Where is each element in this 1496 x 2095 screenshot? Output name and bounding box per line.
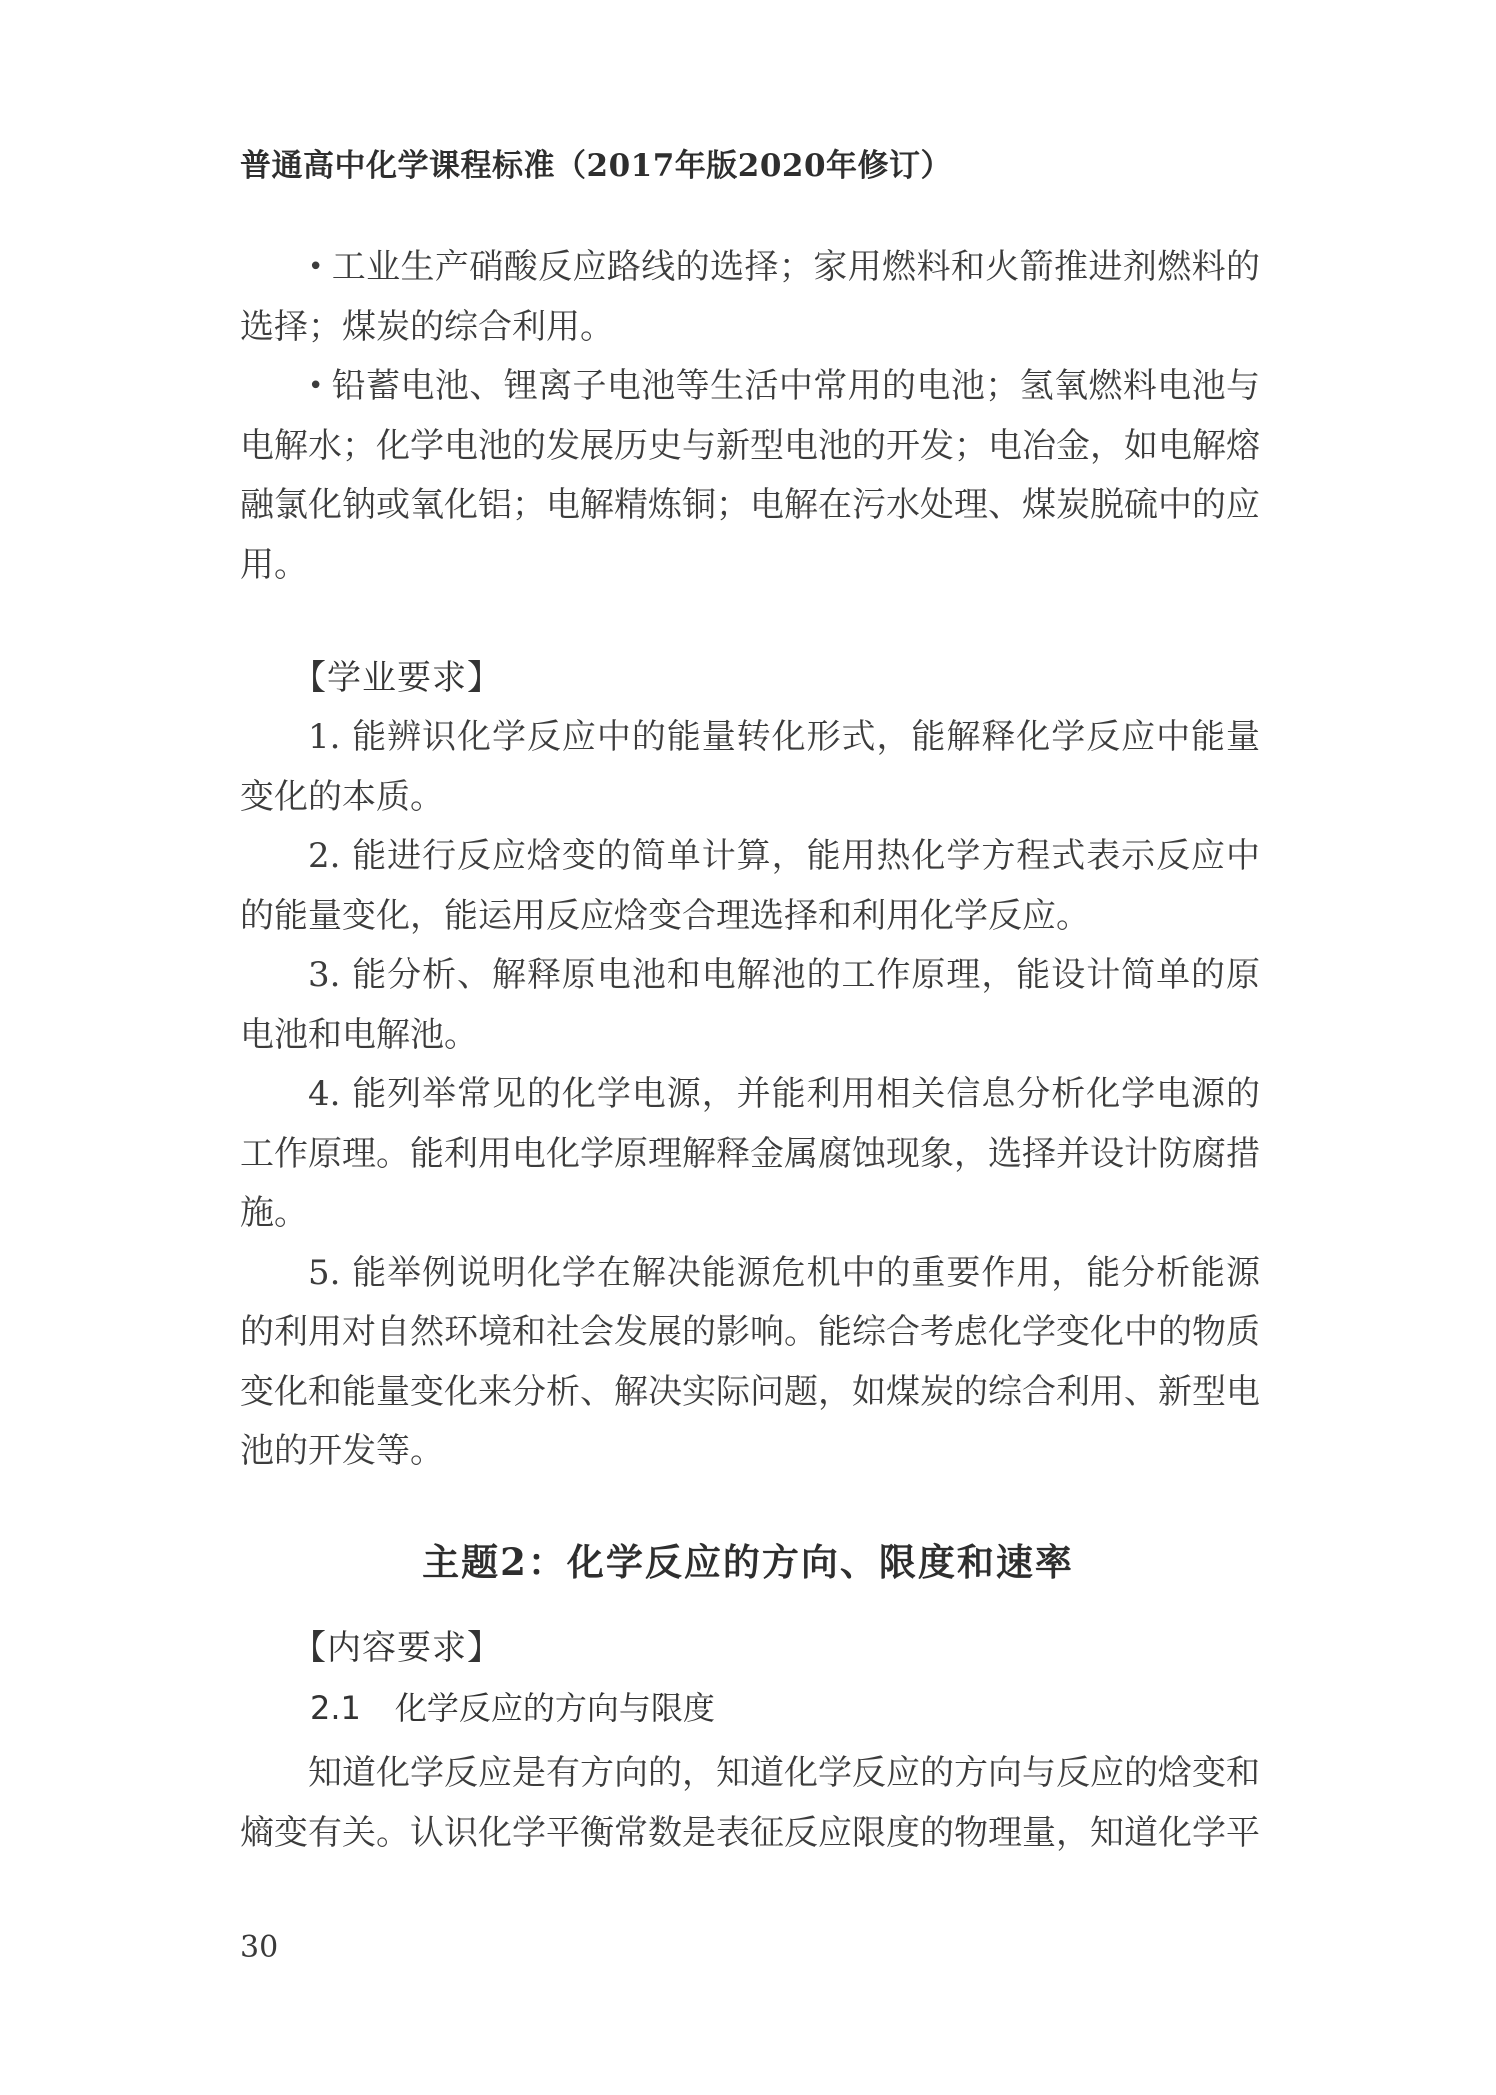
content-paragraph: 知道化学反应是有方向的，知道化学反应的方向与反应的焓变和熵变有关。认识化学平衡常数是表征反应限度的物理量，知道化学平 (240, 1753, 1260, 1853)
requirement-item: 4. 能列举常见的化学电源，并能利用相关信息分析化学电源的工作原理。能利用电化学原理解释金属腐蚀现象，选择并设计防腐措施。 (240, 1074, 1260, 1233)
page-number: 30 (240, 1930, 279, 1965)
requirement-item: 5. 能举例说明化学在解决能源危机中的重要作用，能分析能源的利用对自然环境和社会发展的影响。能综合考虑化学变化中的物质变化和能量变化来分析、解决实际问题，如煤炭的综合利用、新型电池的开发等。 (240, 1252, 1260, 1471)
bullet-list (240, 238, 1260, 595)
academic-requirements-label: 【学业要求】 (292, 658, 502, 698)
subsection-heading (240, 1678, 1260, 1738)
bullet-item (240, 238, 1260, 357)
subsection-title: 化学反应的方向与限度 (394, 1689, 715, 1727)
bullet-item (240, 357, 1260, 595)
requirement-item: 1. 能辨识化学反应中的能量转化形式，能解释化学反应中能量变化的本质。 (240, 717, 1260, 817)
topic-heading: 主题2：化学反应的方向、限度和速率 (422, 1540, 1074, 1584)
requirement-item: 2. 能进行反应焓变的简单计算，能用热化学方程式表示反应中的能量变化，能运用反应焓变合理选择和利用化学反应。 (240, 836, 1260, 936)
bullet-text: 铅蓄电池、锂离子电池等生活中常用的电池；氢氧燃料电池与电解水；化学电池的发展历史与新型电池的开发；电冶金，如电解熔融氯化钠或氧化铝；电解精炼铜；电解在污水处理、煤炭脱硫中的应用。 (240, 366, 1260, 585)
bullet-text: 工业生产硝酸反应路线的选择；家用燃料和火箭推进剂燃料的选择；煤炭的综合利用。 (240, 247, 1260, 347)
academic-requirements-section (240, 648, 1260, 1482)
running-header: 普通高中化学课程标准（2017年版2020年修订） (240, 148, 953, 184)
subsection-number: 2.1 (310, 1689, 361, 1727)
bullet-dot-icon: • (308, 371, 324, 401)
bullet-dot-icon: • (308, 252, 324, 282)
content-requirements-label: 【内容要求】 (292, 1628, 502, 1668)
content-requirements-section (240, 1618, 1260, 1863)
requirement-item: 3. 能分析、解释原电池和电解池的工作原理，能设计简单的原电池和电解池。 (240, 955, 1260, 1055)
